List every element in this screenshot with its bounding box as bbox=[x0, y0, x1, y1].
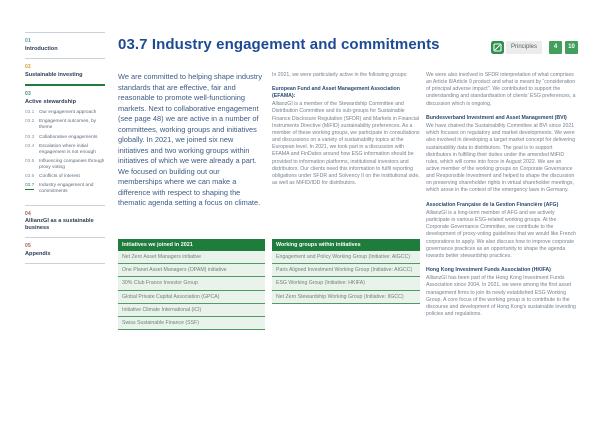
toc-item-label: Industry engagement and commitments bbox=[39, 183, 94, 195]
body-paragraph: We have chaired the Sustainability Committee at BVI since 2021 which focuses on regulatory and market developments. We were also involved in developing a target market concept for delivering sustainability data to distributors. The goal is to support distributors in fulfilling their duties under the amended MiFID rules, which will come into force in August 2022. We are an active member of the working groups on Corporate Governance and Responsible Investment and helped to shape the discussion on preserving shareholder rights in virtual shareholder meetings, which arose in the context of the emergency laws in Germany. bbox=[426, 123, 576, 194]
toc-section-number: 03 bbox=[25, 91, 31, 98]
body-paragraph: AllianzGI is a member of the Stewardship Committee and Distribution Committee and its sub-groups for Sustainable Finance Disclosure Regulation (SFDR) and Markets in Financial Instruments Directive (MiFID) sustainability preferences. As a member of these working groups, we participate in consultations and discussions on a variety of sustainability topics at the European level. In 2021, we took part in a discussion with EFAMA and FinDatex around how ESG information should be provided to information platforms, institutional investors and distributors. Our clients need this information to fulfil reporting obligations under SFDR and Solvency II on the institutional side, as well as MiFID/IDD for distributors. bbox=[272, 101, 420, 186]
toc-item-number: 03.5 bbox=[25, 159, 35, 165]
page-title bbox=[118, 36, 440, 53]
toc-item-number: 03.1 bbox=[25, 110, 35, 116]
working-groups-table bbox=[272, 239, 420, 304]
toc-item-number: 03.7 bbox=[25, 183, 35, 189]
table-row: Net Zero Asset Managers initiative bbox=[118, 251, 265, 264]
principles-document-icon bbox=[491, 41, 504, 54]
table-title: Initiatives we joined in 2021 bbox=[118, 239, 265, 251]
toc-item-label: Engagement outcomes, by theme bbox=[39, 119, 97, 131]
toc-item-label: Conflicts of interest bbox=[39, 174, 80, 180]
toc-section-number: 05 bbox=[25, 243, 31, 250]
toc-item-label: Influencing companies through proxy voting bbox=[39, 159, 105, 171]
principle-count-badge: 4 bbox=[549, 41, 562, 54]
subsection-heading: Bundesverband Investment and Asset Management (BVI) bbox=[426, 114, 567, 121]
toc-item-number: 03.4 bbox=[25, 143, 35, 149]
toc-section-number: 04 bbox=[25, 210, 31, 217]
toc-section-label: AllianzGI as a sustainable business bbox=[25, 218, 94, 231]
toc-section-number: 02 bbox=[25, 64, 31, 71]
column-2 bbox=[272, 72, 420, 304]
page-title-text: Industry engagement and commitments bbox=[151, 36, 440, 53]
toc-item-03-2[interactable] bbox=[25, 119, 105, 131]
toc-item-label: Collaborative engagements bbox=[39, 134, 98, 140]
table-row: 30% Club France Investor Group bbox=[118, 277, 265, 290]
table-row: Engagement and Policy Working Group (Initiative: AIGCC) bbox=[272, 251, 420, 264]
initiatives-joined-table bbox=[118, 239, 265, 330]
toc-section-active-stewardship[interactable] bbox=[25, 86, 105, 204]
toc-section-label: Appendix bbox=[25, 250, 51, 257]
intro-paragraph: We are committed to helping shape industry standards that are effective, fair and reasonable to promote well-functioning markets. Next to collaborative engagement (see page 48) we are active in a number of committees, working groups and initiatives globally. In 2021, we joined six new initiatives and two working groups within initiatives of which we were already a part. We focused on building out our memberships where we can make a difference with respect to shaping the thematic agenda setting a focus on climate. bbox=[118, 72, 263, 207]
principles-label: Principles bbox=[506, 41, 542, 54]
toc-section-introduction[interactable] bbox=[25, 33, 105, 58]
table-row: One Planet Asset Managers (OPAM) initiative bbox=[118, 264, 265, 277]
table-row: Swiss Sustainable Finance (SSF) bbox=[118, 317, 265, 330]
subsection-heading: Hong Kong Investment Funds Association (HKIFA) bbox=[426, 267, 551, 274]
table-row: Paris Aligned Investment Working Group (Initiative: AIGCC) bbox=[272, 264, 420, 277]
toc-item-03-1[interactable] bbox=[25, 110, 105, 116]
toc-item-03-5[interactable] bbox=[25, 159, 105, 171]
toc-section-label: Sustainable investing bbox=[25, 71, 83, 78]
principles-badges bbox=[491, 40, 578, 54]
body-paragraph: We were also involved in SFDR interpretation of what comprises an Article 8/Article 9 product and what is meant by “consideration of principal adverse impact”. We contributed to support the understanding and standardisation of clients’ ESG preferences, a discussion which is ongoing. bbox=[426, 72, 576, 107]
table-row: Initiative Climate International (iCI) bbox=[118, 304, 265, 317]
toc-section-sustainable-business[interactable] bbox=[25, 206, 105, 238]
toc-section-appendix[interactable] bbox=[25, 238, 105, 263]
body-paragraph: AllianzGI has been part of the Hong Kong Investment Funds Association since 2004. In 2021, we were among the first asset management firms to join its newly established ESG Working Group. A core focus of the working group is to contribute to the discourse and development of Hong Kong’s sustainable investing policies and regulations. bbox=[426, 275, 576, 318]
toc-item-03-3[interactable] bbox=[25, 135, 105, 141]
toc-sidebar bbox=[25, 32, 105, 264]
toc-section-sustainable-investing[interactable] bbox=[25, 59, 105, 84]
page-title-number: 03.7 bbox=[118, 36, 148, 53]
toc-item-03-6[interactable] bbox=[25, 174, 105, 180]
toc-item-number: 03.3 bbox=[25, 134, 35, 140]
subsection-heading: Association Française de la Gestion Financière (AFG) bbox=[426, 201, 559, 208]
body-paragraph: AllianzGI is a long-term member of AFG and we actively participate in various ESG-related working groups. At the Corporate Governance Committee, we contribute to the development of proxy-voting guidelines that we would like French corporations to apply. We also discuss how to improve corporate governance practices as an opportunity to shape the agenda towards better stewardship practices. bbox=[426, 209, 576, 259]
column-1 bbox=[118, 72, 265, 330]
toc-item-03-4[interactable] bbox=[25, 144, 105, 156]
body-paragraph: In 2021, we were particularly active in the following groups: bbox=[272, 72, 408, 78]
column-3 bbox=[426, 72, 576, 325]
column-2-text bbox=[272, 72, 420, 239]
divider bbox=[25, 263, 105, 264]
table-row: Global Private Capital Association (GPCA) bbox=[118, 291, 265, 304]
toc-subitems bbox=[25, 110, 105, 195]
toc-section-label: Introduction bbox=[25, 45, 58, 52]
principle-count-badge: 10 bbox=[565, 41, 578, 54]
toc-item-03-7-current[interactable] bbox=[25, 183, 105, 195]
toc-item-label: Escalation where initial engagement is not enough bbox=[39, 143, 96, 155]
toc-item-number: 03.6 bbox=[25, 174, 35, 180]
toc-item-label: Our engagement approach bbox=[39, 110, 97, 116]
toc-section-label: Active stewardship bbox=[25, 98, 76, 105]
table-row: Net Zero Stewardship Working Group (Initiative: IIGCC) bbox=[272, 291, 420, 304]
toc-item-number: 03.2 bbox=[25, 119, 35, 125]
toc-section-number: 01 bbox=[25, 38, 31, 44]
table-row: ESG Working Group (Initiative: HKIFA) bbox=[272, 277, 420, 290]
subsection-heading: European Fund and Asset Management Association (EFAMA): bbox=[272, 86, 400, 99]
table-title: Working groups within initiatives bbox=[272, 239, 420, 251]
